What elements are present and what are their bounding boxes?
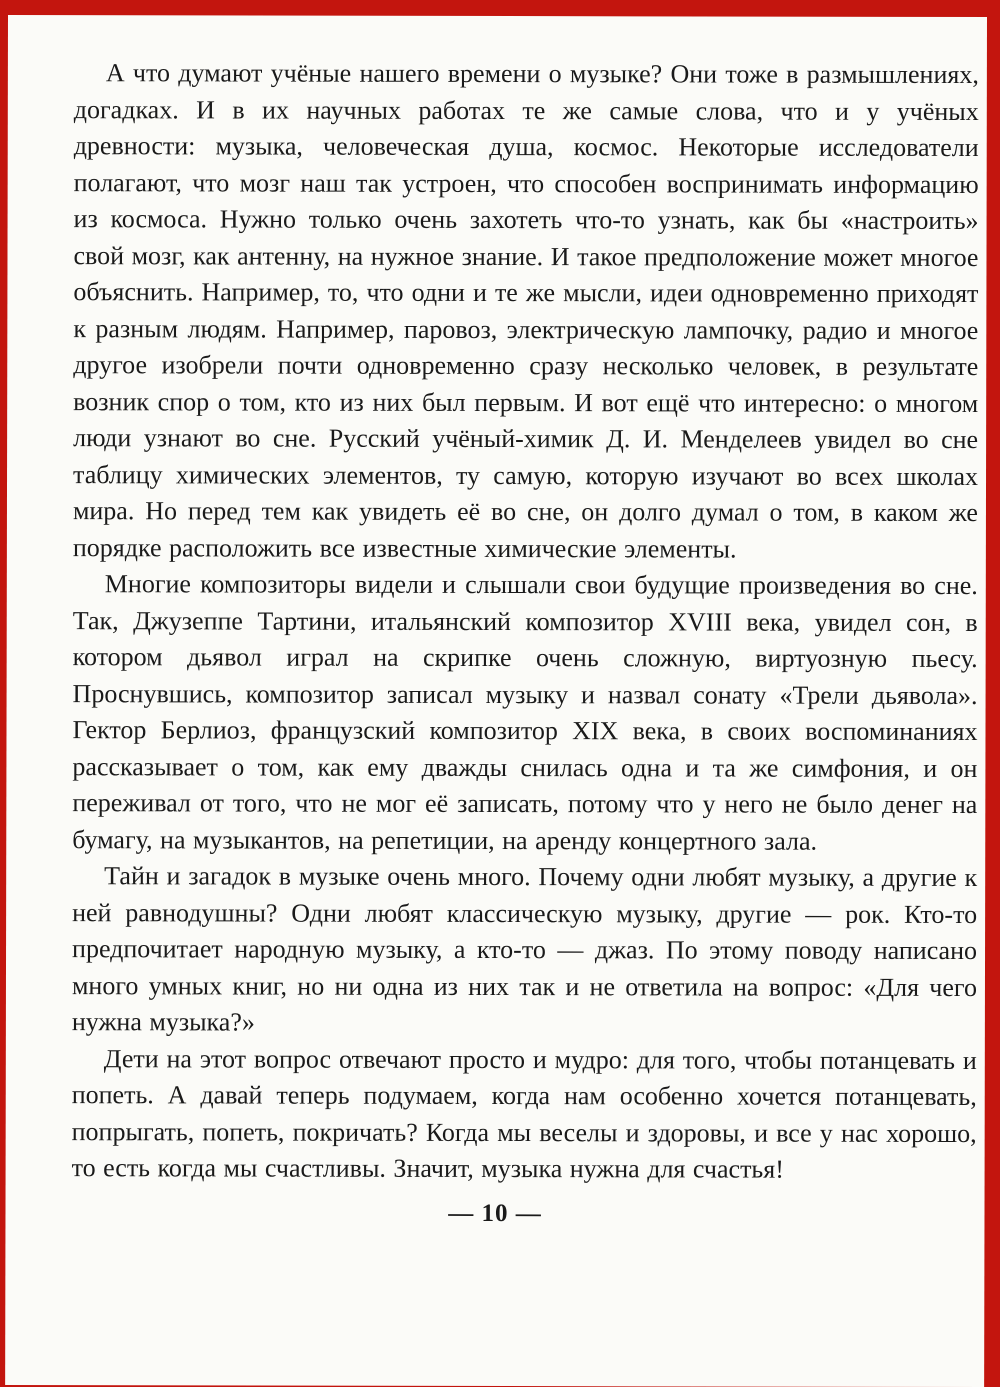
book-page <box>5 15 987 1387</box>
paragraph: Многие композиторы видели и слышали свои будущие произведения во сне. Так, Джузеппе Тартини, итальянский композитор XVIII века, увидел сон, в котором дьявол играл на скрипке очень сложную, виртуозную пьесу. Проснувшись, композитор записал музыку и назвал сонату «Трели дьявола». Гектор Берлиоз, французский композитор XIX века, в своих воспоминаниях рассказывает о том, как ему дважды снилась одна и та же симфония, и он переживал от того, что не мог её записать, потому что у него не было денег на бумагу, на музыкантов, на репетиции, на аренду концертного зала. <box>72 569 978 856</box>
paragraph: Тайн и загадок в музыке очень много. Почему одни любят музыку, а другие к ней равнодушны? Одни любят классическую музыку, другие — рок. Кто-то предпочитает народную музыку, а кто-то — джаз. По этому поводу написано много умных книг, но ни одна из них так и не ответила на вопрос: «Для чего нужна музыка?» <box>71 861 978 1037</box>
paragraph: Дети на этот вопрос отвечают просто и мудро: для того, чтобы потанцевать и попеть. А давай теперь подумаем, когда нам особенно хочется потанцевать, попрыгать, попеть, покричать? Когда мы веселы и здоровы, и все у нас хорошо, то есть когда мы счастливы. Значит, музыка нужна для счастья! <box>71 1043 977 1184</box>
paragraph: А что думают учёные нашего времени о музыке? Они тоже в размышлениях, догадках. И в их научных работах те же самые слова, что и у учёных древности: музыка, человеческая душа, космос. Некоторые исследователи полагают, что мозг наш так устроен, что способен воспринимать информацию из космоса. Нужно только очень захотеть что-то узнать, как бы «настроить» свой мозг, как антенну, на нужное знание. И такое предположение может многое объяснить. Например, то, что одни и те же мысли, идеи одновременно приходят к разным людям. Например, паровоз, электрическую лампочку, радио и многое другое изобрели почти одновременно сразу несколько человек, в результате возник спор о том, кто из них был первым. И вот ещё что интересно: о многом люди узнают во сне. Русский учёный-химик Д. И. Менделеев увидел во сне таблицу химических элементов, ту самую, которую изучают во всех школах мира. Но перед тем как увидеть её во сне, он долго думал о том, в каком же порядке расположить все известные химические элементы. <box>72 58 979 564</box>
body-text <box>6 15 987 1189</box>
page-number: — 10 — <box>448 1199 542 1227</box>
